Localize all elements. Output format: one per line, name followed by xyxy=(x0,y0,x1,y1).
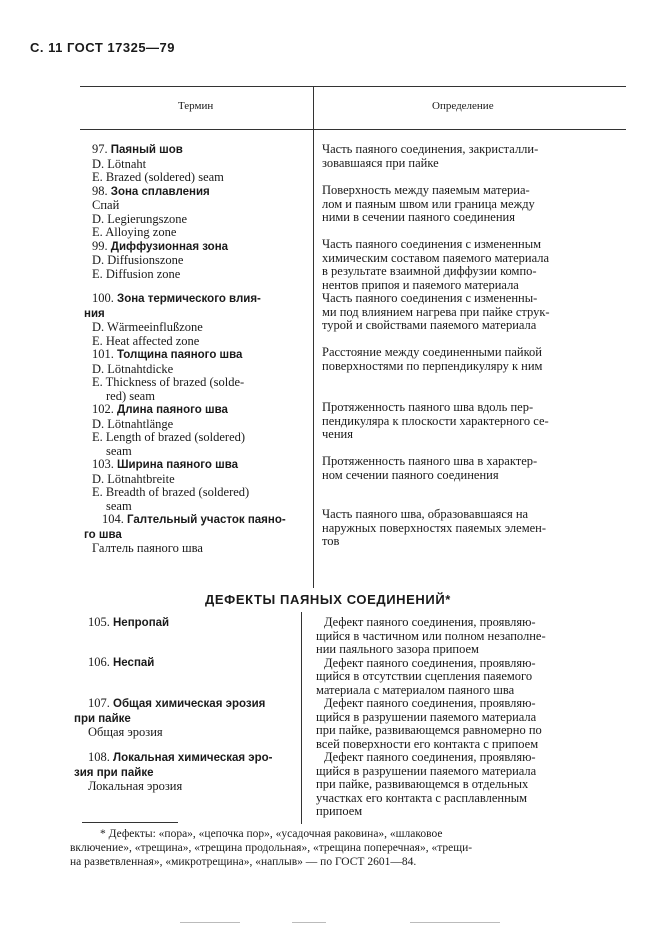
term-line: seam xyxy=(106,443,132,458)
table-head-rule xyxy=(80,129,626,130)
term-line: Спай xyxy=(92,198,120,212)
defect-108: 108. Локальная химическая эро- зия при пайке Локальная эрозия xyxy=(74,750,273,793)
term-line: E. Heat affected zone xyxy=(92,333,200,348)
page-header: С. 11 ГОСТ 17325—79 xyxy=(30,40,176,55)
term-line: E. Thickness of brazed (solde- xyxy=(92,375,245,389)
table-column-divider xyxy=(313,86,314,588)
terms-column xyxy=(92,143,297,281)
defect-107: 107. Общая химическая эрозия при пайке Общая эрозия xyxy=(74,696,266,739)
term-line: E. Length of brazed (soldered) xyxy=(92,430,246,444)
term-100: 100. Зона термического влия- xyxy=(92,291,261,305)
term-99: 99. Диффузионная зона xyxy=(92,238,229,253)
footnote: * Дефекты: «пора», «цепочка пор», «усадочная раковина», «шлаковое включение», «трещина», «трещина продольная», «трещина поперечная», «трещи- на разветвленная», «микротрещина», «наплыв» — по ГОСТ 2601—84. xyxy=(70,828,473,868)
term-line: D. Lötnahtbreite xyxy=(92,471,175,486)
defect-defs: Дефект паяного соединения, проявляю- щийся в частичном или полном незаполне- нии паяльного зазора припоем Дефект паяного соединения, проявляю- щийся в отсутствии сцепления паяемого материала с материалом паяного шва Дефект паяного соединения, проявляю- щийся в разрушении паяемого материала при пайке, развивающемся равномерно по всей поверхности его контакта с припоем Дефект паяного соединения, проявляю- щийся в разрушении паяемого материала при пайке, развивающемся в отдельных участках его контакта с расплавленным припоем xyxy=(316,615,546,818)
term-100-block xyxy=(84,291,297,556)
term-line: E. Breadth of brazed (soldered) xyxy=(92,485,250,499)
scan-mark xyxy=(180,922,240,923)
defect-column-divider xyxy=(301,612,302,824)
def-99: Часть паяного соединения с измененным химическим составом паяемого материала в результате взаимной диффузии компо- нентов припоя и паяемого материала xyxy=(322,237,550,292)
term-line: D. Legierungszone xyxy=(92,211,188,226)
defect-107-cont: при пайке xyxy=(74,712,131,725)
term-line: D. Lötnahtlänge xyxy=(92,416,174,431)
term-line: E. Alloying zone xyxy=(92,225,177,239)
term-100-cont: ния xyxy=(84,307,105,320)
def-98: Поверхность между паяемым материа- лом и паяным швом или граница между ними в сечении паяного соединения xyxy=(322,183,535,224)
term-line: Галтель паяного шва xyxy=(92,541,203,555)
column-header-definition: Определение xyxy=(432,100,494,112)
term-103: 103. Ширина паяного шва xyxy=(92,457,239,471)
term-line: E. Diffusion zone xyxy=(92,266,181,281)
section-title: ДЕФЕКТЫ ПАЯНЫХ СОЕДИНЕНИЙ* xyxy=(205,592,451,607)
term-98: 98. Зона сплавления xyxy=(92,183,210,198)
term-104: 104. Галтельный участок паяно- xyxy=(102,512,286,526)
table-top-rule xyxy=(80,86,626,87)
defect-108-cont: зия при пайке xyxy=(74,766,154,779)
term-line: D. Lötnaht xyxy=(92,156,147,171)
term-97: 97. Паяный шов xyxy=(92,142,183,156)
footnote-rule xyxy=(82,822,178,823)
scan-mark xyxy=(292,922,326,923)
defect-105: 105. Непропай xyxy=(88,615,170,629)
term-102: 102. Длина паяного шва xyxy=(92,402,228,416)
defect-106: 106. Неспай xyxy=(88,655,155,669)
column-header-term: Термин xyxy=(178,100,214,112)
term-line: E. Brazed (soldered) seam xyxy=(92,170,224,184)
def-100: Часть паяного соединения с измененны- ми под влиянием нагрева при пайке струк- турой и свойствами паяемого материала xyxy=(322,291,550,332)
term-line: D. Wärmeeinflußzone xyxy=(92,320,203,334)
term-104-cont: го шва xyxy=(84,528,122,541)
def-97: Часть паяного соединения, закристалли- зовавшаяся при пайке xyxy=(322,142,539,170)
term-line: D. Diffusionszone xyxy=(92,253,184,267)
scan-mark xyxy=(410,922,500,923)
term-101: 101. Толщина паяного шва xyxy=(92,347,243,361)
def-104: Часть паяного шва, образовавшаяся на наружных поверхностях паяемых элемен- тов xyxy=(322,507,546,548)
def-101: Расстояние между соединенными пайкой поверхностями по перпендикуляру к ним xyxy=(322,345,543,373)
term-line: seam xyxy=(106,498,132,513)
term-line: D. Lötnahtdicke xyxy=(92,361,174,376)
def-102: Протяженность паяного шва вдоль пер- пендикуляра к плоскости характерного се- чения xyxy=(322,400,549,441)
def-103: Протяженность паяного шва в характер- ном сечении паяного соединения xyxy=(322,454,538,482)
term-line: red) seam xyxy=(106,388,155,403)
